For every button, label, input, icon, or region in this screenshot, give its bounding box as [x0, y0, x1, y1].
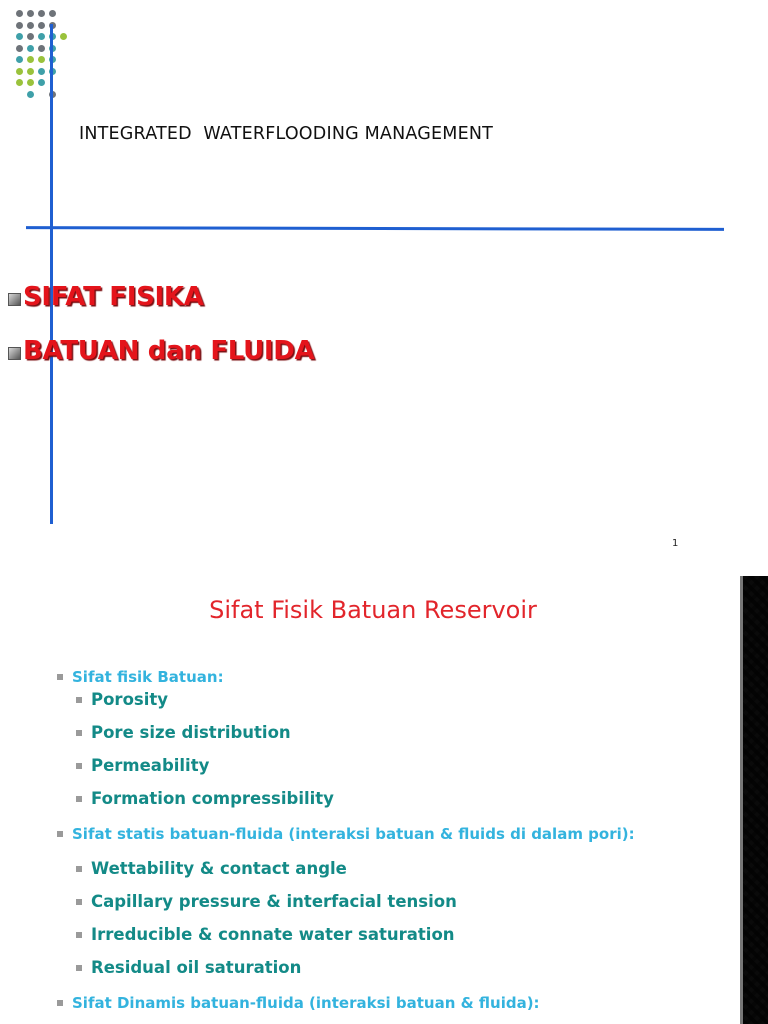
list-item: Wettability & contact angle: [76, 859, 347, 878]
slide-1-title: INTEGRATED WATERFLOODING MANAGEMENT: [79, 124, 494, 144]
decorative-dot: [38, 79, 45, 86]
decorative-dot: [38, 33, 45, 40]
square-bullet-icon: [76, 697, 82, 703]
decorative-dot: [27, 91, 34, 98]
page-number: 1: [672, 538, 679, 549]
vertical-accent-line: [50, 24, 53, 524]
decorative-dot: [38, 10, 45, 17]
decorative-dot: [27, 22, 34, 29]
decorative-dot: [27, 56, 34, 63]
decorative-dot: [27, 45, 34, 52]
list-item: Irreducible & connate water saturation: [76, 925, 455, 944]
decorative-dot: [16, 33, 23, 40]
decorative-dot: [27, 33, 34, 40]
square-bullet-icon: [76, 899, 82, 905]
decorative-dot: [16, 45, 23, 52]
square-bullet-icon: [76, 796, 82, 802]
section-label-1: Sifat fisik Batuan:: [57, 668, 224, 686]
bullet-text: SIFAT FISIKA: [23, 282, 204, 312]
section-label-2: Sifat statis batuan-fluida (interaksi batuan & fluids di dalam pori):: [57, 825, 635, 843]
bullet-item-batuan-dan-fluida: [8, 336, 314, 366]
horizontal-accent-line: [26, 226, 724, 231]
decorative-dot: [16, 79, 23, 86]
section-label-3: Sifat Dinamis batuan-fluida (interaksi batuan & fluida):: [57, 994, 540, 1012]
square-bullet-icon: [76, 965, 82, 971]
square-bullet-icon: [76, 730, 82, 736]
bullet-item-sifat-fisika: [8, 282, 204, 312]
bullet-text: BATUAN dan FLUIDA: [23, 336, 315, 366]
list-item: Pore size distribution: [76, 723, 291, 742]
decorative-dot: [38, 68, 45, 75]
decorative-dots: [16, 10, 68, 106]
decorative-dot: [27, 10, 34, 17]
decorative-dot: [16, 56, 23, 63]
list-item: Residual oil saturation: [76, 958, 301, 977]
square-bullet-icon: [76, 763, 82, 769]
list-item: Porosity: [76, 690, 168, 709]
decorative-dot: [16, 10, 23, 17]
decorative-dot: [38, 22, 45, 29]
square-bullet-icon: [8, 347, 21, 360]
square-bullet-icon: [76, 932, 82, 938]
decorative-dot: [16, 22, 23, 29]
decorative-dot: [16, 68, 23, 75]
square-bullet-icon: [57, 1000, 63, 1006]
decorative-dot: [49, 10, 56, 17]
square-bullet-icon: [57, 831, 63, 837]
list-item: Capillary pressure & interfacial tension: [76, 892, 457, 911]
decorative-dot: [27, 68, 34, 75]
list-item: Formation compressibility: [76, 789, 334, 808]
slide-2-title: Sifat Fisik Batuan Reservoir: [209, 596, 537, 624]
slide-2: [0, 570, 768, 1024]
square-bullet-icon: [76, 866, 82, 872]
decorative-dot: [60, 33, 67, 40]
list-item: Permeability: [76, 756, 209, 775]
decorative-dot: [27, 79, 34, 86]
decorative-dot: [38, 45, 45, 52]
carbon-fiber-border: [740, 576, 768, 1024]
square-bullet-icon: [8, 293, 21, 306]
square-bullet-icon: [57, 674, 63, 680]
decorative-dot: [38, 56, 45, 63]
